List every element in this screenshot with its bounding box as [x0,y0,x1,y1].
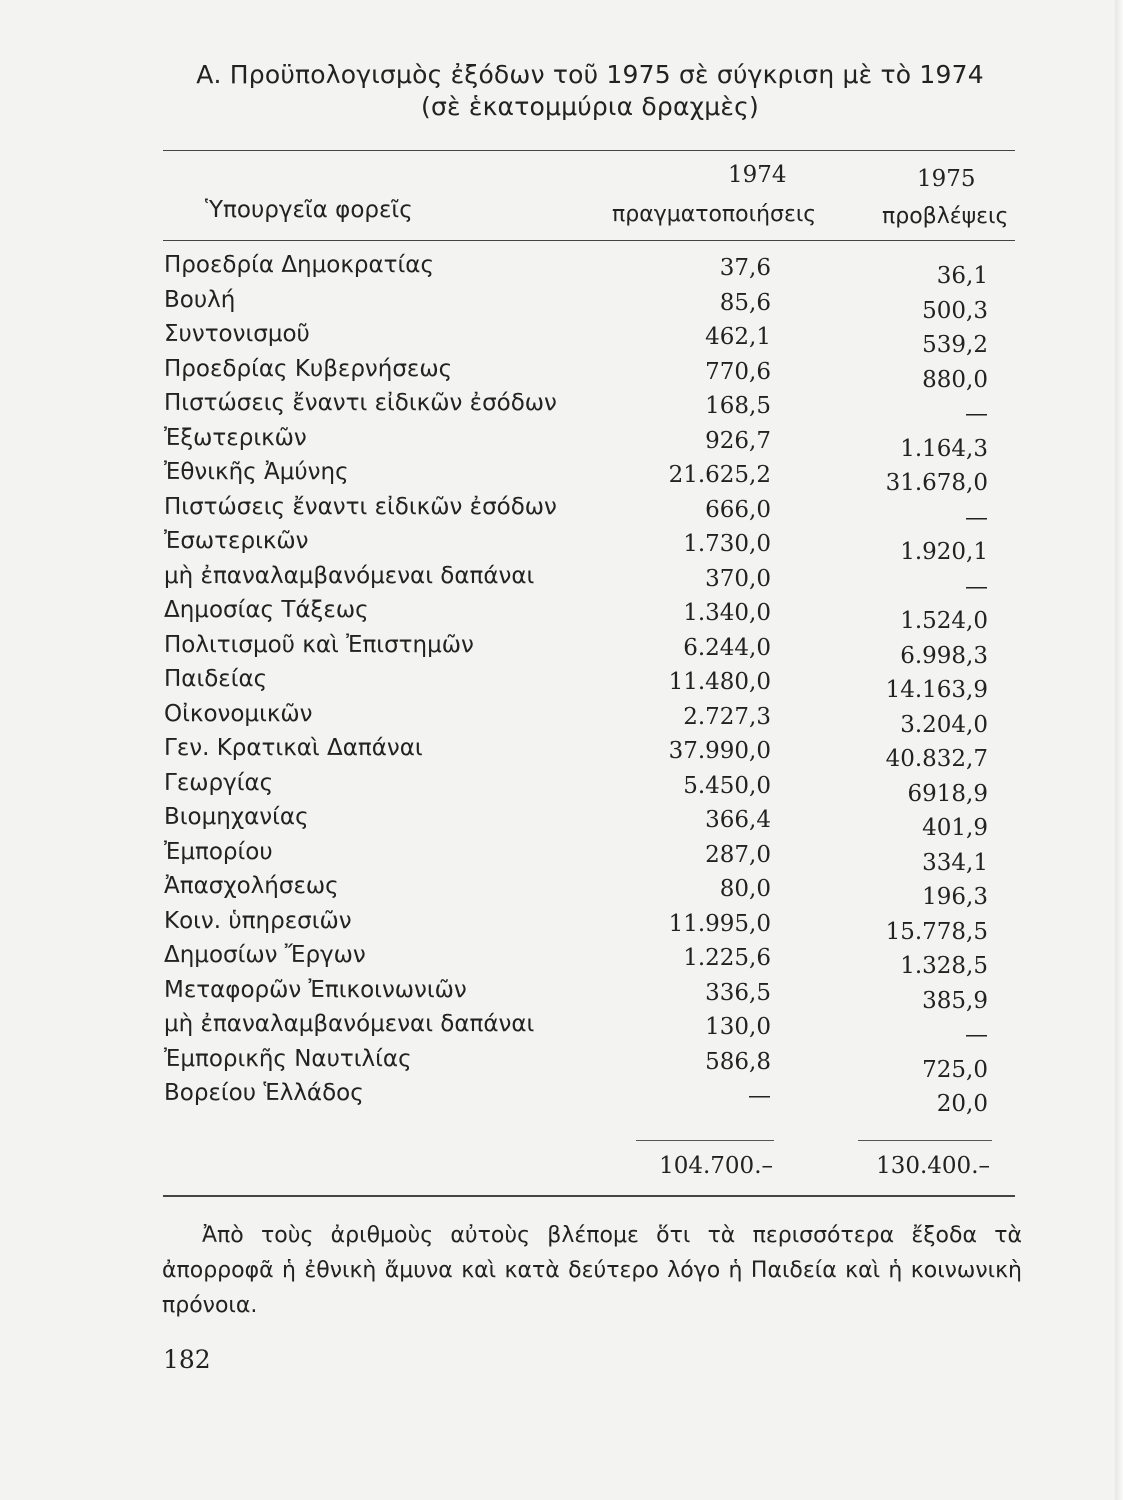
row-value-1975: 334,1 [922,849,988,876]
table-row [0,319,1123,358]
row-value-1975: 31.678,0 [885,470,988,496]
row-value-1975: 36,1 [936,263,988,289]
table-row [0,457,1123,496]
row-label: Γεν. Κρατικαὶ Δαπάναι [164,735,423,761]
row-value-1975: 20,0 [936,1091,988,1117]
row-value-1974: 168,5 [705,393,771,419]
row-value-1974: 770,6 [705,358,771,385]
table-row [0,630,1123,669]
row-label: Μεταφορῶν Ἐπικοινωνιῶν [164,976,467,1003]
table-row [0,388,1123,427]
row-label: Ἐσωτερικῶν [164,528,309,554]
row-value-1974: 6.244,0 [683,634,771,661]
table-row [0,285,1123,324]
table-row [0,733,1123,772]
row-value-1974: 11.995,0 [668,910,771,937]
row-label: μὴ ἐπαναλαμβανόμεναι δαπάναι [164,1011,535,1037]
row-value-1974: 85,6 [719,289,771,316]
table-row [0,423,1123,462]
row-label: Κοιν. ὑπηρεσιῶν [164,907,352,934]
table-row [0,250,1123,289]
row-value-1975: — [965,504,988,531]
row-label: Ἐμπορικῆς Ναυτιλίας [164,1045,412,1072]
row-value-1975: 6918,9 [907,780,988,807]
row-value-1974: 2.727,3 [683,703,771,730]
row-value-1975: 40.832,7 [885,746,988,772]
row-value-1974: 926,7 [705,427,771,454]
row-value-1975: 15.778,5 [885,918,988,945]
table-row [0,940,1123,979]
table-row [0,699,1123,738]
row-value-1975: 539,2 [922,332,988,358]
row-value-1974: 37,6 [719,255,771,281]
page-number: 182 [163,1345,211,1374]
table-row [0,1009,1123,1048]
row-value-1975: 1.328,5 [900,953,988,979]
row-value-1974: 130,0 [705,1014,771,1040]
table-row [0,1078,1123,1117]
row-label: Ἐξωτερικῶν [164,424,307,451]
row-label: Συντονισμοῦ [164,321,310,347]
row-value-1974: 80,0 [719,876,771,902]
total-1974: 104.700.– [659,1153,773,1179]
bottom-rule [163,1195,1015,1197]
row-value-1975: 725,0 [922,1056,988,1083]
row-value-1974: 370,0 [705,565,771,592]
row-label: Γεωργίας [164,769,274,796]
row-label: Πιστώσεις ἔναντι εἰδικῶν ἐσόδων [164,493,557,520]
row-label: Βιομηχανίας [164,804,309,830]
row-label: Βορείου Ἑλλάδος [164,1080,364,1106]
sum-line-1974 [636,1140,774,1141]
row-value-1974: — [748,1083,771,1109]
row-value-1975: 196,3 [922,884,988,910]
row-value-1974: 37.990,0 [668,738,771,764]
row-value-1974: 5.450,0 [683,772,771,799]
table-row [0,906,1123,945]
table-row [0,354,1123,393]
table-row [0,768,1123,807]
table-row [0,526,1123,565]
table-row [0,802,1123,841]
table-row [0,837,1123,876]
row-value-1974: 586,8 [705,1048,771,1075]
row-value-1975: 1.524,0 [900,608,988,634]
row-value-1975: 1.164,3 [900,435,988,462]
table-row [0,561,1123,600]
row-value-1974: 11.480,0 [668,669,771,695]
table-row [0,1044,1123,1083]
top-rule [163,150,1015,151]
row-value-1975: 401,9 [922,815,988,841]
table-title: Α. Προϋπολογισμὸς ἐξόδων τοῦ 1975 σὲ σύγκριση μὲ τὸ 1974 [196,60,984,89]
row-label: Ἀπασχολήσεως [164,873,339,899]
row-value-1975: 385,9 [922,987,988,1014]
row-value-1975: 880,0 [922,366,988,393]
table-row [0,595,1123,634]
column-ministries-label: Ὑπουργεῖα φορεῖς [205,197,413,223]
body-paragraph: Ἀπὸ τοὺς ἀριθμοὺς αὐτοὺς βλέπομε ὅτι τὰ περισσότερα ἔξοδα τὰ ἀπορροφᾶ ἡ ἐθνικὴ ἄμυνα καὶ κατὰ δεύτερο λόγο ἡ Παιδεία καὶ ἡ κοινωνικὴ πρόνοια. [162,1223,1022,1318]
total-1975: 130.400.– [876,1153,990,1179]
row-label: Παιδείας [164,666,268,692]
row-label: Δημοσίας Τάξεως [164,597,369,623]
row-value-1974: 666,0 [705,496,771,523]
row-value-1975: — [965,573,988,600]
table-row [0,664,1123,703]
row-value-1974: 287,0 [705,841,771,868]
row-value-1975: 1.920,1 [900,539,988,565]
row-label: Ἐθνικῆς Ἀμύνης [164,459,349,485]
row-value-1975: 6.998,3 [900,642,988,669]
budget-table-body [0,250,1123,1117]
column-1974-subtitle: πραγματοποιήσεις [612,202,817,227]
row-value-1974: 1.225,6 [683,945,771,971]
table-subtitle: (σὲ ἑκατομμύρια δραχμὲς) [421,92,759,121]
sum-line-1975 [858,1140,992,1141]
row-label: Οἰκονομικῶν [164,700,313,727]
row-label: Δημοσίων Ἔργων [164,942,366,968]
row-value-1974: 336,5 [705,979,771,1006]
row-label: μὴ ἐπαναλαμβανόμεναι δαπάναι [164,562,535,589]
header-rule [163,240,1015,241]
row-value-1974: 366,4 [705,807,771,833]
row-label: Ἐμπορίου [164,838,273,865]
table-row [0,871,1123,910]
row-label: Πολιτισμοῦ καὶ Ἐπιστημῶν [164,631,474,658]
row-value-1975: 14.163,9 [885,677,988,703]
column-year-1975: 1975 [917,166,976,192]
row-label: Προεδρίας Κυβερνήσεως [164,355,453,382]
row-value-1975: 500,3 [922,297,988,324]
row-value-1974: 1.730,0 [683,531,771,557]
column-year-1974: 1974 [728,162,787,188]
row-value-1974: 462,1 [705,324,771,350]
column-1975-subtitle: προβλέψεις [882,204,1009,229]
row-label: Βουλή [164,286,236,313]
row-value-1974: 21.625,2 [668,462,771,488]
table-row [0,975,1123,1014]
row-value-1975: — [965,1022,988,1048]
row-label: Πιστώσεις ἔναντι εἰδικῶν ἐσόδων [164,390,557,416]
row-value-1975: 3.204,0 [900,711,988,738]
row-label: Προεδρία Δημοκρατίας [164,252,434,278]
table-row [0,492,1123,531]
row-value-1974: 1.340,0 [683,600,771,626]
row-value-1975: — [965,401,988,427]
